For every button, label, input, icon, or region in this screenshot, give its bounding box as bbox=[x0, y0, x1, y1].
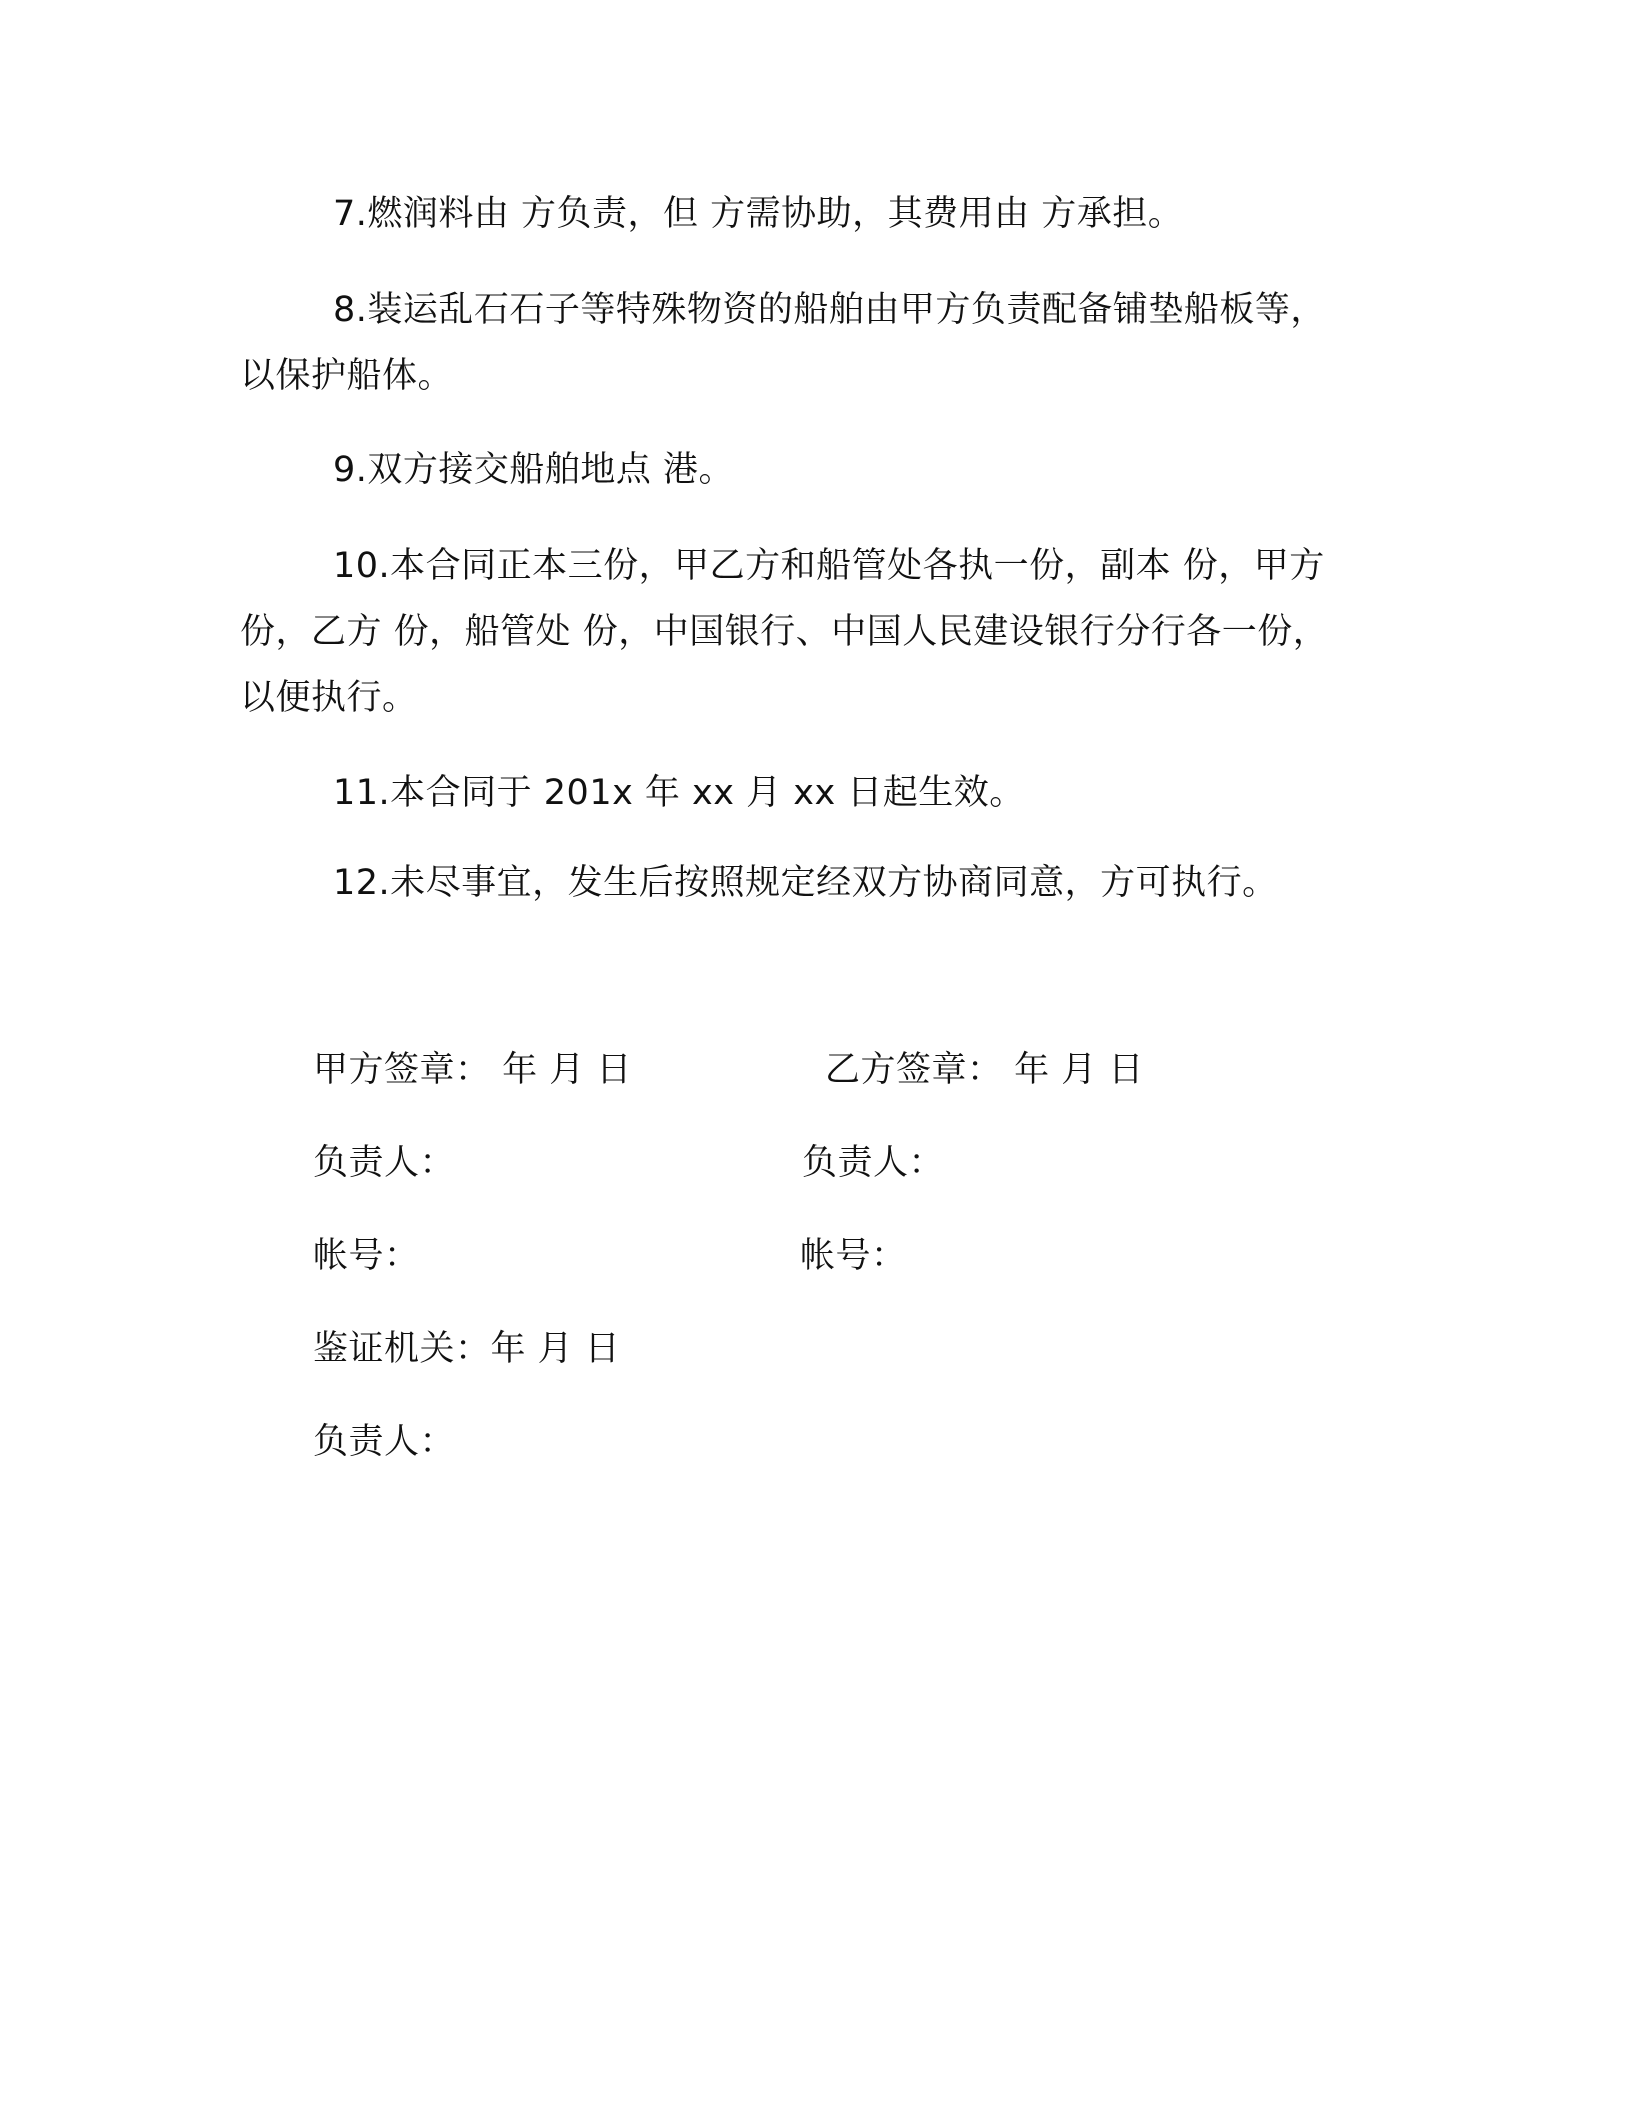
clause-line: 份，乙方 份，船管处 份，中国银行、中国人民建设银行分行各一份， bbox=[240, 612, 1329, 652]
clause-7 bbox=[240, 181, 1360, 247]
clause-9 bbox=[240, 437, 1360, 503]
clause-8 bbox=[240, 277, 1360, 409]
clause-line: 11.本合同于 201x 年 xx 月 xx 日起生效。 bbox=[333, 773, 1025, 813]
clause-line: 以便执行。 bbox=[240, 678, 418, 718]
clause-line: 10.本合同正本三份，甲乙方和船管处各执一份，副本 份，甲方 bbox=[333, 546, 1325, 586]
clause-11 bbox=[240, 760, 1360, 826]
party-b-account: 帐号： bbox=[800, 1236, 907, 1276]
party-b-seal: 乙方签章： 年 月 日 bbox=[825, 1050, 1144, 1090]
clause-line: 以保护船体。 bbox=[240, 356, 454, 396]
party-b-person: 负责人： bbox=[802, 1143, 945, 1183]
party-a-seal: 甲方签章： 年 月 日 bbox=[313, 1050, 632, 1090]
clause-10 bbox=[240, 533, 1360, 731]
clause-12 bbox=[240, 850, 1360, 916]
clause-line: 12.未尽事宜，发生后按照规定经双方协商同意，方可执行。 bbox=[333, 863, 1278, 903]
authority-person: 负责人： bbox=[313, 1422, 456, 1462]
party-a-person: 负责人： bbox=[313, 1143, 456, 1183]
authority-seal: 鉴证机关：年 月 日 bbox=[313, 1329, 621, 1369]
clause-line: 7.燃润料由 方负责，但 方需协助，其费用由 方承担。 bbox=[333, 194, 1184, 234]
clause-line: 9.双方接交船舶地点 港。 bbox=[333, 450, 735, 490]
clause-line: 8.装运乱石石子等特殊物资的船舶由甲方负责配备铺垫船板等， bbox=[333, 290, 1326, 330]
party-a-account: 帐号： bbox=[313, 1236, 420, 1276]
